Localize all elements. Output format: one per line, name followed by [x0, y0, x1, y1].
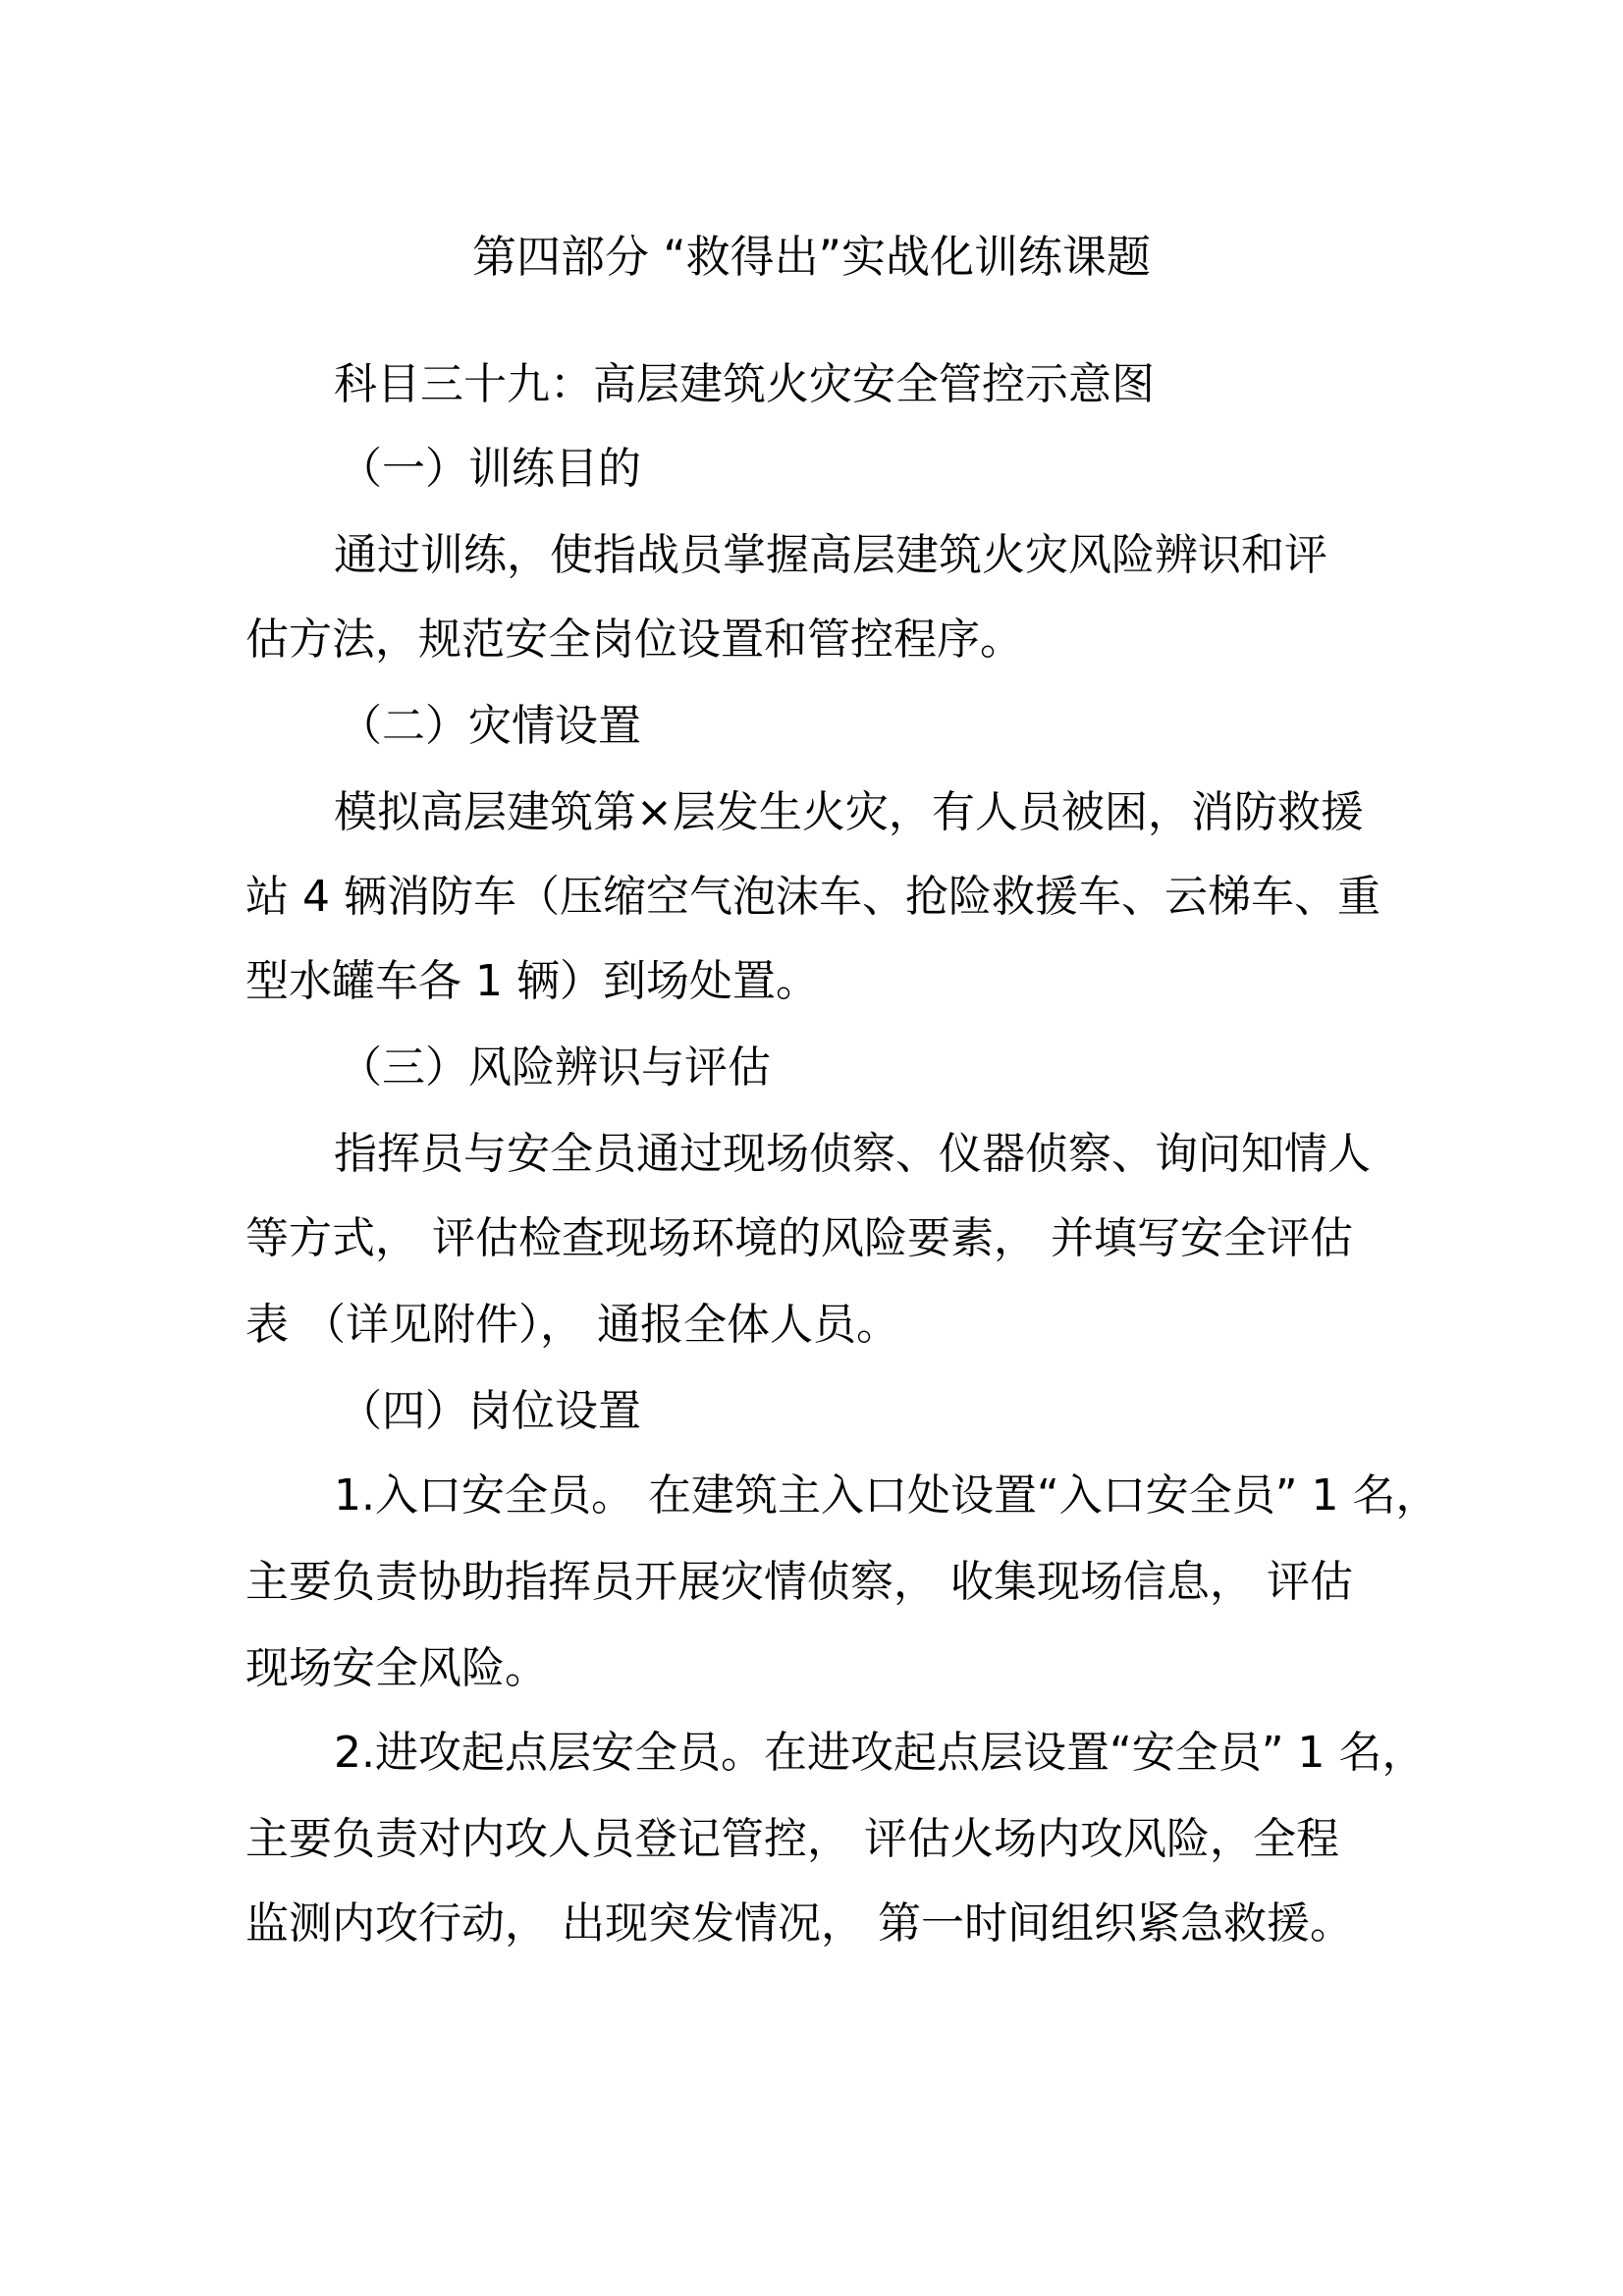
- paragraph-line: 估方法，规范安全岗位设置和管控程序。: [245, 614, 1023, 665]
- section-heading-purpose: （一）训练目的: [339, 444, 641, 494]
- section-heading-positions: （四）岗位设置: [339, 1386, 641, 1436]
- paragraph-line: 等方式， 评估检查现场环境的风险要素， 并填写安全评估: [245, 1213, 1353, 1263]
- paragraph-line: 通过训练，使指战员掌握高层建筑火灾风险辨识和评: [334, 530, 1327, 580]
- list-item-line: 2.进攻起点层安全员。在进攻起点层设置“安全员” 1 名，: [334, 1728, 1426, 1778]
- subject-title: 科目三十九：高层建筑火灾安全管控示意图: [334, 359, 1155, 409]
- paragraph-line: 表 （详见附件）， 通报全体人员。: [245, 1300, 899, 1350]
- part-title: 第四部分 “救得出”实战化训练课题: [472, 231, 1151, 283]
- section-heading-risk: （三）风险辨识与评估: [339, 1042, 771, 1093]
- paragraph-line: 指挥员与安全员通过现场侦察、仪器侦察、询问知情人: [334, 1129, 1371, 1179]
- list-item-line: 监测内攻行动， 出现突发情况， 第一时间组织紧急救援。: [245, 1898, 1353, 1949]
- paragraph-line: 站 4 辆消防车（压缩空气泡沫车、抢险救援车、云梯车、重: [245, 872, 1380, 922]
- list-item-line: 现场安全风险。: [245, 1643, 548, 1693]
- list-item-line: 1.入口安全员。 在建筑主入口处设置“入口安全员” 1 名，: [334, 1470, 1439, 1521]
- list-item-line: 主要负责协助指挥员开展灾情侦察， 收集现场信息， 评估: [245, 1557, 1353, 1607]
- list-item-line: 主要负责对内攻人员登记管控， 评估火场内攻风险，全程: [245, 1814, 1339, 1864]
- paragraph-line: 型水罐车各 1 辆）到场处置。: [245, 956, 819, 1006]
- section-heading-scenario: （二）灾情设置: [339, 701, 641, 751]
- paragraph-line: 模拟高层建筑第×层发生火灾，有人员被困，消防救援: [334, 787, 1364, 837]
